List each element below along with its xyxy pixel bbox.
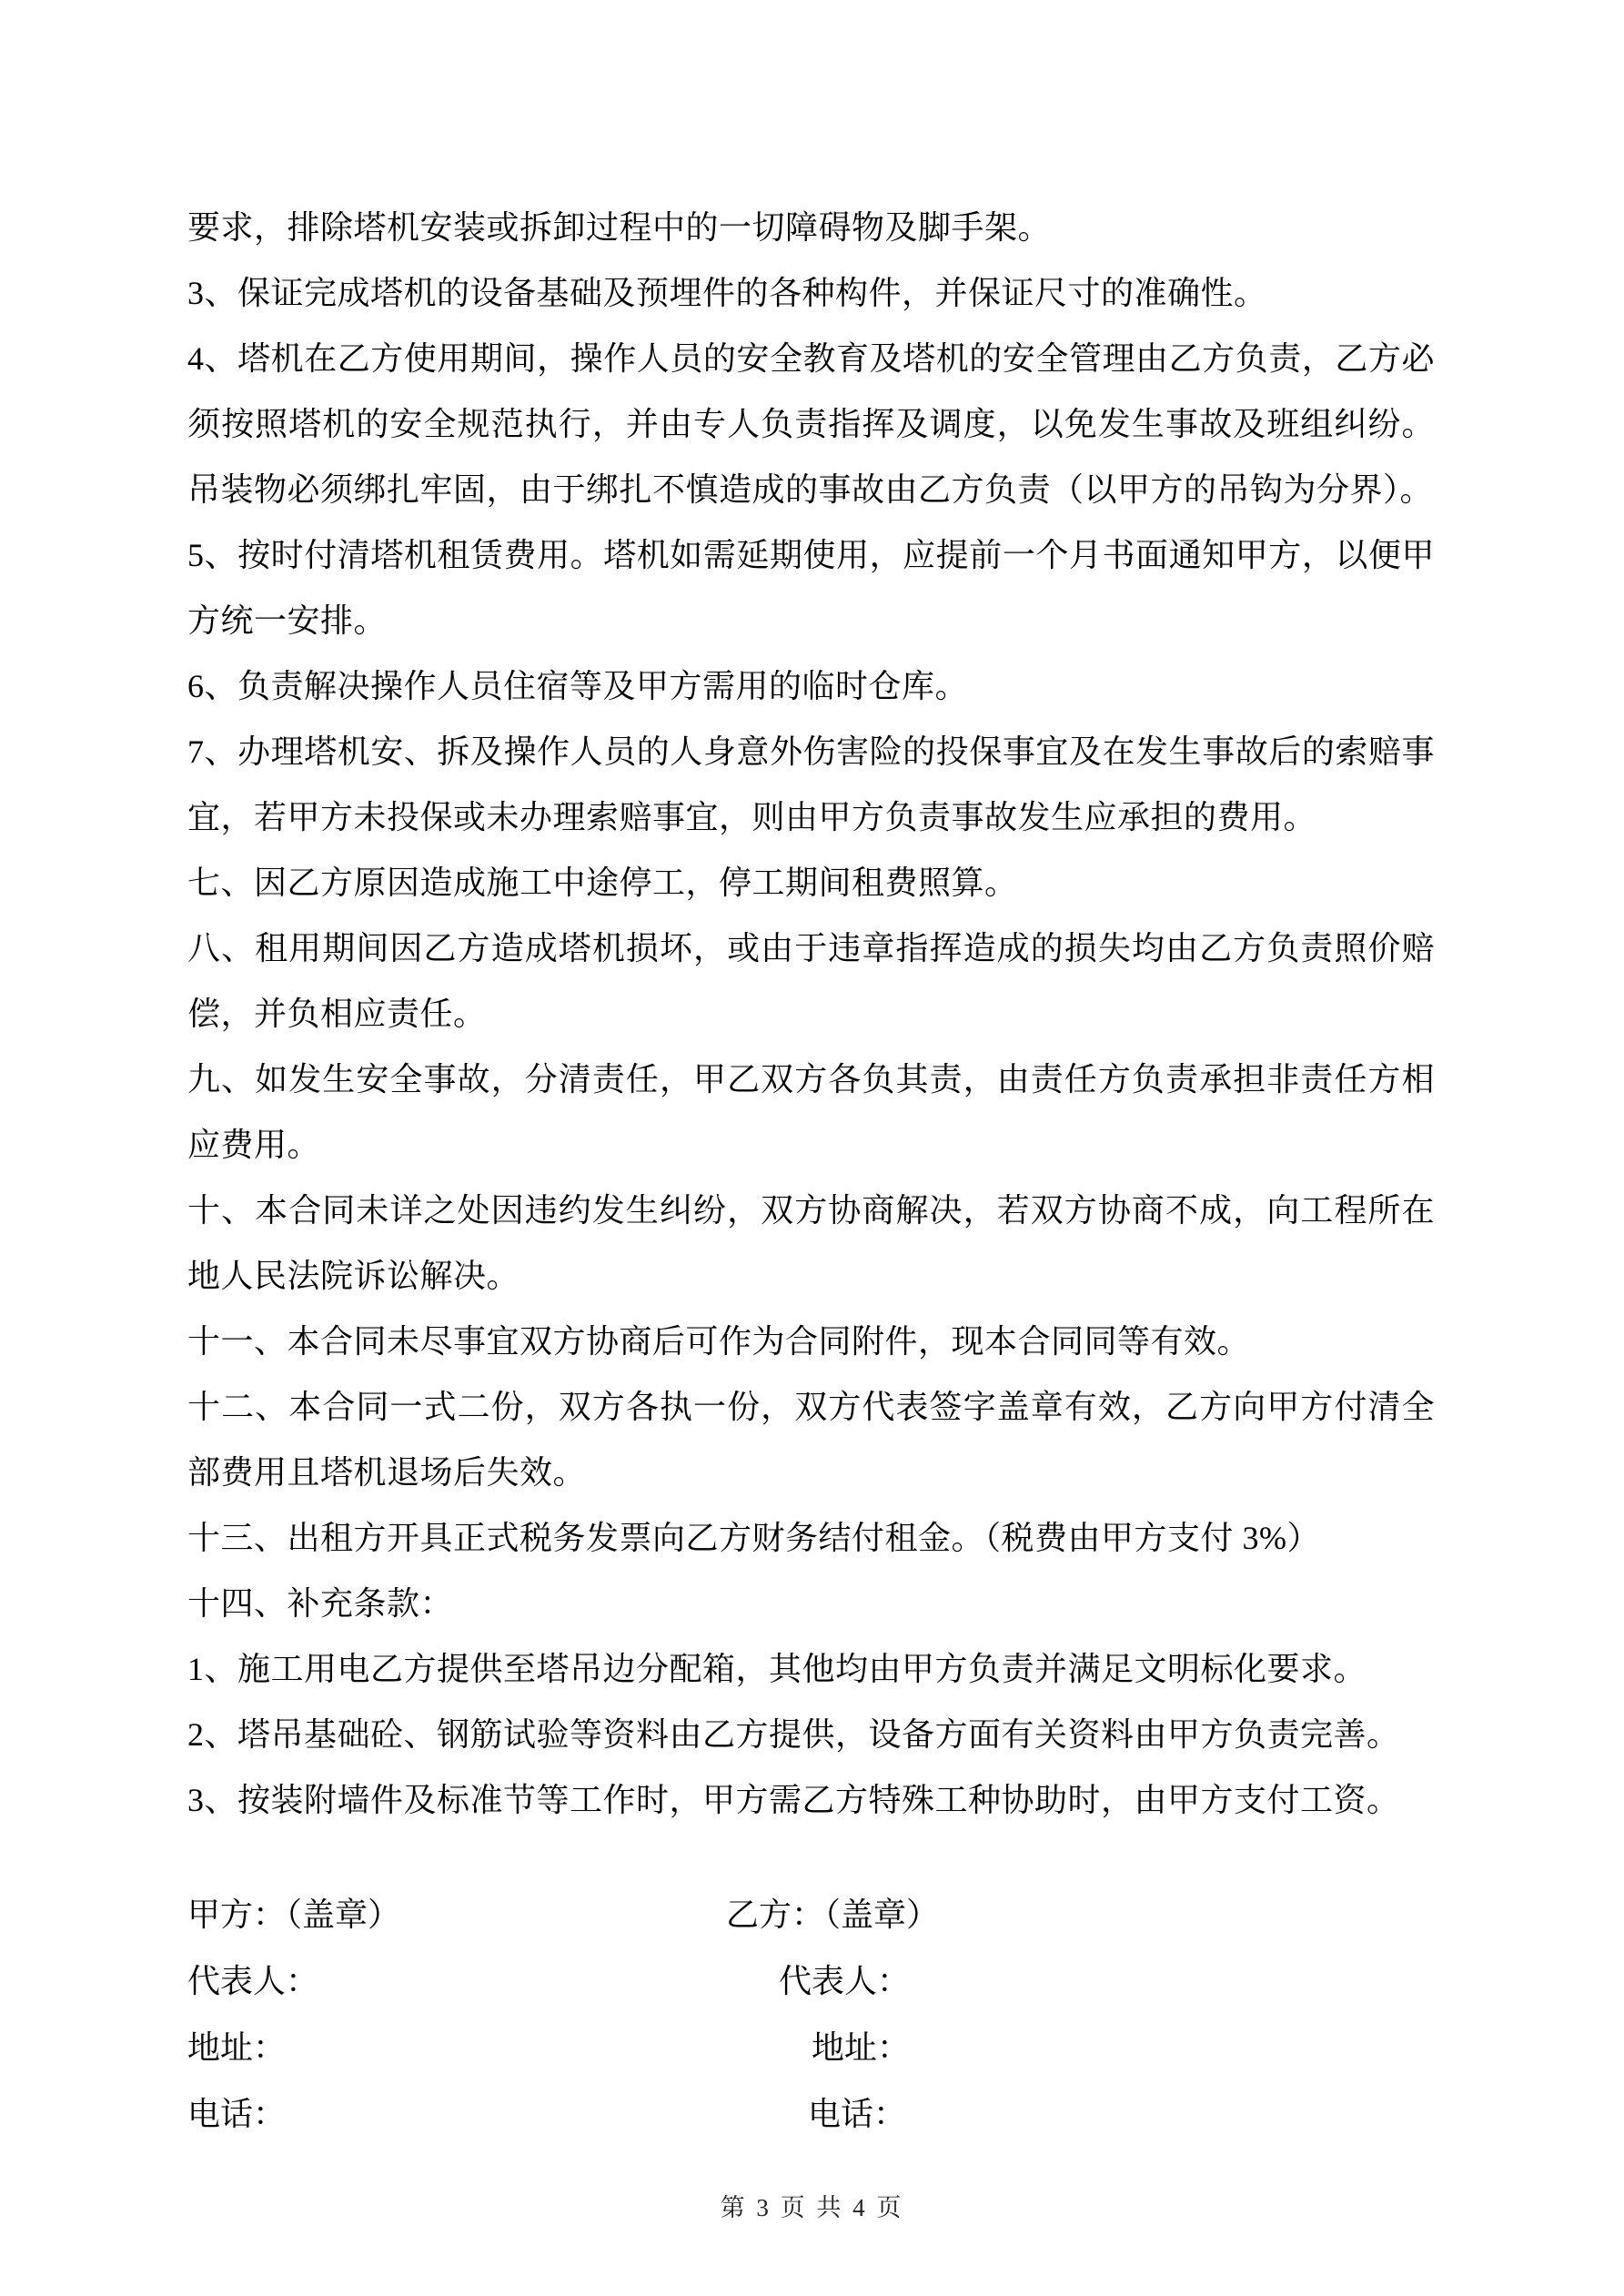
contract-clause-10: 十、本合同未详之处因违约发生纠纷，双方协商解决，若双方协商不成，向工程所在地人民法院诉讼解决。 bbox=[187, 1192, 1435, 1294]
contract-clause-4: 5、按时付清塔机租赁费用。塔机如需延期使用，应提前一个月书面通知甲方，以便甲方统一安排。 bbox=[187, 537, 1435, 639]
party-b-phone-label: 电话： bbox=[808, 2096, 907, 2132]
contract-clause-2: 3、保证完成塔机的设备基础及预埋件的各种构件，并保证尺寸的准确性。 bbox=[187, 275, 1267, 311]
party-a-phone-label: 电话： bbox=[187, 2096, 287, 2132]
contract-clause-16: 2、塔吊基础砼、钢筋试验等资料由乙方提供，设备方面有关资料由甲方负责完善。 bbox=[187, 1716, 1400, 1753]
signature-row-representative bbox=[187, 1948, 1435, 2015]
signature-row-address bbox=[187, 2015, 1435, 2081]
party-b-seal-label: 乙方：（盖章） bbox=[726, 1896, 940, 1933]
page-footer: 第 3 页 共 4 页 bbox=[720, 2194, 904, 2221]
signature-row-seal bbox=[187, 1882, 1435, 1948]
signature-row-phone bbox=[187, 2081, 1435, 2148]
contract-clause-13: 十三、出租方开具正式税务发票向乙方财务结付租金。（税费由甲方支付 3%） bbox=[187, 1520, 1320, 1556]
contract-clause-17: 3、按装附墙件及标准节等工作时，甲方需乙方特殊工种协助时，由甲方支付工资。 bbox=[187, 1782, 1400, 1818]
contract-clause-14: 十四、补充条款： bbox=[187, 1585, 454, 1622]
contract-clause-3: 4、塔机在乙方使用期间，操作人员的安全教育及塔机的安全管理由乙方负责，乙方必须按照塔机的安全规范执行，并由专人负责指挥及调度，以免发生事故及班组纠纷。吊装物必须绑扎牢固，由于绑扎不慎造成的事故由乙方负责（以甲方的吊钩为分界）。 bbox=[187, 340, 1435, 508]
party-b-address-label: 地址： bbox=[812, 2029, 911, 2066]
contract-clause-9: 九、如发生安全事故，分清责任，甲乙双方各负其责，由责任方负责承担非责任方相应费用。 bbox=[187, 1061, 1435, 1163]
party-a-address-label: 地址： bbox=[187, 2029, 287, 2066]
contract-clause-15: 1、施工用电乙方提供至塔吊边分配箱，其他均由甲方负责并满足文明标化要求。 bbox=[187, 1651, 1367, 1687]
contract-clause-7: 七、因乙方原因造成施工中途停工，停工期间租费照算。 bbox=[187, 865, 1018, 901]
signature-block bbox=[187, 1882, 1435, 2148]
party-b-representative-label: 代表人： bbox=[779, 1963, 911, 1999]
contract-clause-8: 八、租用期间因乙方造成塔机损坏，或由于违章指挥造成的损失均由乙方负责照价赔偿，并负相应责任。 bbox=[187, 930, 1435, 1032]
contract-clause-12: 十二、本合同一式二份，双方各执一份，双方代表签字盖章有效，乙方向甲方付清全部费用且塔机退场后失效。 bbox=[187, 1389, 1435, 1491]
contract-clause-5: 6、负责解决操作人员住宿等及甲方需用的临时仓库。 bbox=[187, 668, 969, 704]
contract-clause-1: 要求，排除塔机安装或拆卸过程中的一切障碍物及脚手架。 bbox=[187, 209, 1052, 246]
contract-body bbox=[187, 195, 1435, 2148]
party-a-representative-label: 代表人： bbox=[187, 1963, 319, 1999]
party-a-seal-label: 甲方：（盖章） bbox=[187, 1896, 401, 1933]
contract-clause-6: 7、办理塔机安、拆及操作人员的人身意外伤害险的投保事宜及在发生事故后的索赔事宜，若甲方未投保或未办理索赔事宜，则由甲方负责事故发生应承担的费用。 bbox=[187, 733, 1435, 835]
contract-clause-11: 十一、本合同未尽事宜双方协商后可作为合同附件，现本合同同等有效。 bbox=[187, 1323, 1251, 1360]
